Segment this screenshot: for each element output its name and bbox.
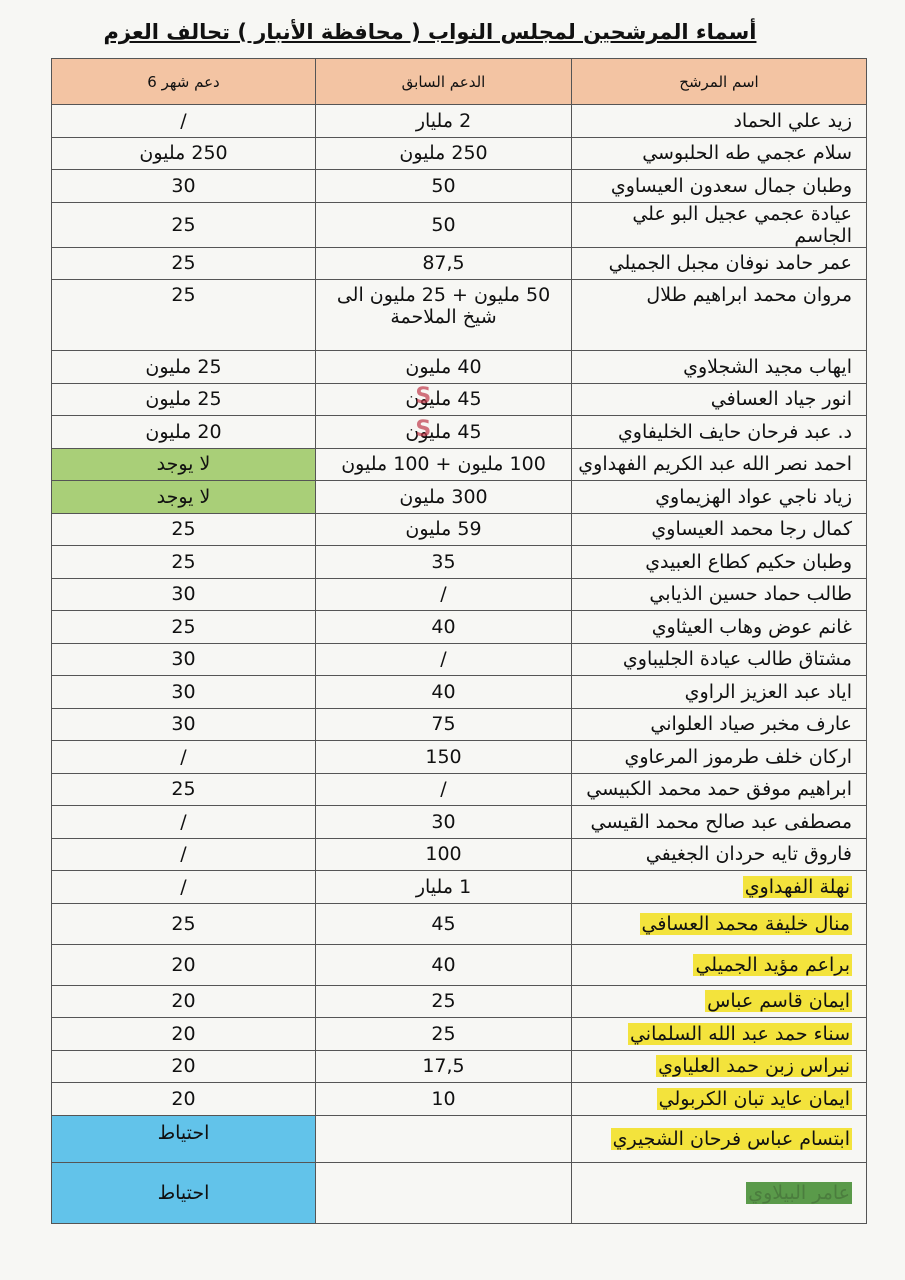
- previous-support: 40 مليون: [316, 351, 572, 384]
- candidate-name: وطبان جمال سعدون العيساوي: [572, 170, 867, 203]
- month6-support: 30: [52, 676, 316, 709]
- table-row: [52, 383, 867, 416]
- table-row: [52, 985, 867, 1018]
- candidate-name: [572, 903, 867, 944]
- candidate-name: [572, 1018, 867, 1051]
- candidate-name: عمر حامد نوفان مجبل الجميلي: [572, 247, 867, 280]
- candidate-name: [572, 1083, 867, 1116]
- table-row: [52, 676, 867, 709]
- candidate-name: سلام عجمي طه الحلبوسي: [572, 137, 867, 170]
- candidate-name: [572, 944, 867, 985]
- table-row: [52, 871, 867, 904]
- table-row: [52, 773, 867, 806]
- table-row: [52, 247, 867, 280]
- previous-support: 50 مليون + 25 مليون الى شيخ الملاحمة: [316, 280, 572, 351]
- previous-support: 50: [316, 170, 572, 203]
- month6-support: لا يوجد: [52, 448, 316, 481]
- month6-support: 25: [52, 611, 316, 644]
- previous-support: [316, 1162, 572, 1223]
- month6-support: /: [52, 105, 316, 138]
- table-row: [52, 806, 867, 839]
- previous-support: [316, 1115, 572, 1162]
- highlighted-name: براعم مؤيد الجميلي: [695, 953, 850, 976]
- table-row: [52, 448, 867, 481]
- candidate-name: [572, 1162, 867, 1223]
- month6-support: 30: [52, 643, 316, 676]
- previous-support: 25: [316, 1018, 572, 1051]
- month6-support: /: [52, 838, 316, 871]
- candidate-name: [572, 1050, 867, 1083]
- previous-support: 10: [316, 1083, 572, 1116]
- candidate-name: احمد نصر الله عبد الكريم الفهداوي: [572, 448, 867, 481]
- previous-support: 40: [316, 944, 572, 985]
- previous-support: 45: [316, 903, 572, 944]
- month6-support: 250 مليون: [52, 137, 316, 170]
- table-header-row: [52, 59, 867, 105]
- previous-support: [316, 416, 572, 449]
- table-row: [52, 1018, 867, 1051]
- month6-support: /: [52, 806, 316, 839]
- table-row: [52, 1050, 867, 1083]
- month6-support: 30: [52, 578, 316, 611]
- month6-support: 25: [52, 513, 316, 546]
- candidate-name: انور جياد العسافي: [572, 383, 867, 416]
- candidates-table: [51, 58, 867, 1224]
- highlighted-name: عامر البيلاوي: [748, 1181, 850, 1204]
- table-row: [52, 1115, 867, 1162]
- candidate-name: زيد علي الحماد: [572, 105, 867, 138]
- header-name: اسم المرشح: [572, 59, 867, 105]
- month6-support: لا يوجد: [52, 481, 316, 514]
- candidate-name: زياد ناجي عواد الهزيماوي: [572, 481, 867, 514]
- table-row: [52, 137, 867, 170]
- month6-support: 25: [52, 280, 316, 351]
- month6-support: /: [52, 741, 316, 774]
- table-row: [52, 611, 867, 644]
- highlighted-name: نهلة الفهداوي: [744, 875, 850, 898]
- table-row: [52, 903, 867, 944]
- previous-support: 17,5: [316, 1050, 572, 1083]
- month6-support: 25 مليون: [52, 351, 316, 384]
- highlighted-name: ابتسام عباس فرحان الشجيري: [612, 1127, 850, 1150]
- table-row: [52, 643, 867, 676]
- previous-support: 30: [316, 806, 572, 839]
- month6-support: 25: [52, 202, 316, 247]
- previous-support: /: [316, 773, 572, 806]
- candidate-name: كمال رجا محمد العيساوي: [572, 513, 867, 546]
- table-row: [52, 838, 867, 871]
- candidate-name: طالب حماد حسين الذيابي: [572, 578, 867, 611]
- month6-support: 30: [52, 170, 316, 203]
- candidate-name: عارف مخبر صياد العلواني: [572, 708, 867, 741]
- previous-support: 100: [316, 838, 572, 871]
- table-row: [52, 578, 867, 611]
- previous-support: 25: [316, 985, 572, 1018]
- table-row: [52, 1162, 867, 1223]
- month6-support: 25: [52, 903, 316, 944]
- candidate-name: فاروق تايه حردان الجغيفي: [572, 838, 867, 871]
- month6-support: 20: [52, 1083, 316, 1116]
- month6-support: 25: [52, 773, 316, 806]
- candidate-name: عيادة عجمي عجيل البو علي الجاسم: [572, 202, 867, 247]
- table-row: [52, 546, 867, 579]
- table-row: [52, 170, 867, 203]
- month6-support: 25: [52, 247, 316, 280]
- month6-support: احتياط: [52, 1162, 316, 1223]
- table-row: [52, 513, 867, 546]
- candidate-name: غانم عوض وهاب العيثاوي: [572, 611, 867, 644]
- previous-support: 50: [316, 202, 572, 247]
- handwritten-mark: 45 مليون S: [405, 388, 481, 410]
- handwritten-mark: 45 مليون S: [405, 421, 481, 443]
- table-row: [52, 280, 867, 351]
- previous-support: 59 مليون: [316, 513, 572, 546]
- month6-support: 20: [52, 1018, 316, 1051]
- candidate-name: د. عبد فرحان حايف الخليفاوي: [572, 416, 867, 449]
- candidate-name: وطبان حكيم كطاع العبيدي: [572, 546, 867, 579]
- highlighted-name: منال خليفة محمد العسافي: [641, 912, 850, 935]
- highlighted-name: نبراس زبن حمد العلياوي: [658, 1055, 850, 1078]
- table-row: [52, 202, 867, 247]
- highlighted-name: سناء حمد عبد الله السلماني: [629, 1022, 850, 1045]
- month6-support: 20: [52, 985, 316, 1018]
- candidate-name: [572, 871, 867, 904]
- previous-support: 75: [316, 708, 572, 741]
- previous-support: 2 مليار: [316, 105, 572, 138]
- candidate-name: اياد عبد العزيز الراوي: [572, 676, 867, 709]
- highlighted-name: ايمان عايد تبان الكربولي: [658, 1087, 850, 1110]
- header-previous: الدعم السابق: [316, 59, 572, 105]
- candidate-name: ايهاب مجيد الشجلاوي: [572, 351, 867, 384]
- candidate-name: مشتاق طالب عيادة الجليباوي: [572, 643, 867, 676]
- candidate-name: ابراهيم موفق حمد محمد الكبيسي: [572, 773, 867, 806]
- candidate-name: مروان محمد ابراهيم طلال: [572, 280, 867, 351]
- candidate-name: [572, 1115, 867, 1162]
- table-row: [52, 708, 867, 741]
- previous-support: [316, 383, 572, 416]
- table-row: [52, 1083, 867, 1116]
- table-row: [52, 105, 867, 138]
- previous-support: /: [316, 578, 572, 611]
- month6-support: 20: [52, 1050, 316, 1083]
- highlighted-name: ايمان قاسم عباس: [707, 990, 850, 1013]
- candidate-name: [572, 985, 867, 1018]
- table-row: [52, 416, 867, 449]
- month6-support: 20 مليون: [52, 416, 316, 449]
- previous-support: 250 مليون: [316, 137, 572, 170]
- previous-support: 150: [316, 741, 572, 774]
- previous-support: 40: [316, 611, 572, 644]
- previous-support: 40: [316, 676, 572, 709]
- table-row: [52, 741, 867, 774]
- previous-support: 1 مليار: [316, 871, 572, 904]
- previous-support: /: [316, 643, 572, 676]
- candidate-name: مصطفى عبد صالح محمد القيسي: [572, 806, 867, 839]
- candidate-name: اركان خلف طرموز المرعاوي: [572, 741, 867, 774]
- month6-support: 25 مليون: [52, 383, 316, 416]
- table-row: [52, 351, 867, 384]
- page-title: أسماء المرشحين لمجلس النواب ( محافظة الأنبار ) تحالف العزم: [103, 20, 757, 44]
- previous-support: 100 مليون + 100 مليون: [316, 448, 572, 481]
- previous-support: 300 مليون: [316, 481, 572, 514]
- month6-support: احتياط: [52, 1115, 316, 1162]
- header-month6: دعم شهر 6: [52, 59, 316, 105]
- month6-support: 20: [52, 944, 316, 985]
- previous-support: 87,5: [316, 247, 572, 280]
- table-row: [52, 481, 867, 514]
- month6-support: /: [52, 871, 316, 904]
- month6-support: 30: [52, 708, 316, 741]
- previous-support: 35: [316, 546, 572, 579]
- month6-support: 25: [52, 546, 316, 579]
- table-row: [52, 944, 867, 985]
